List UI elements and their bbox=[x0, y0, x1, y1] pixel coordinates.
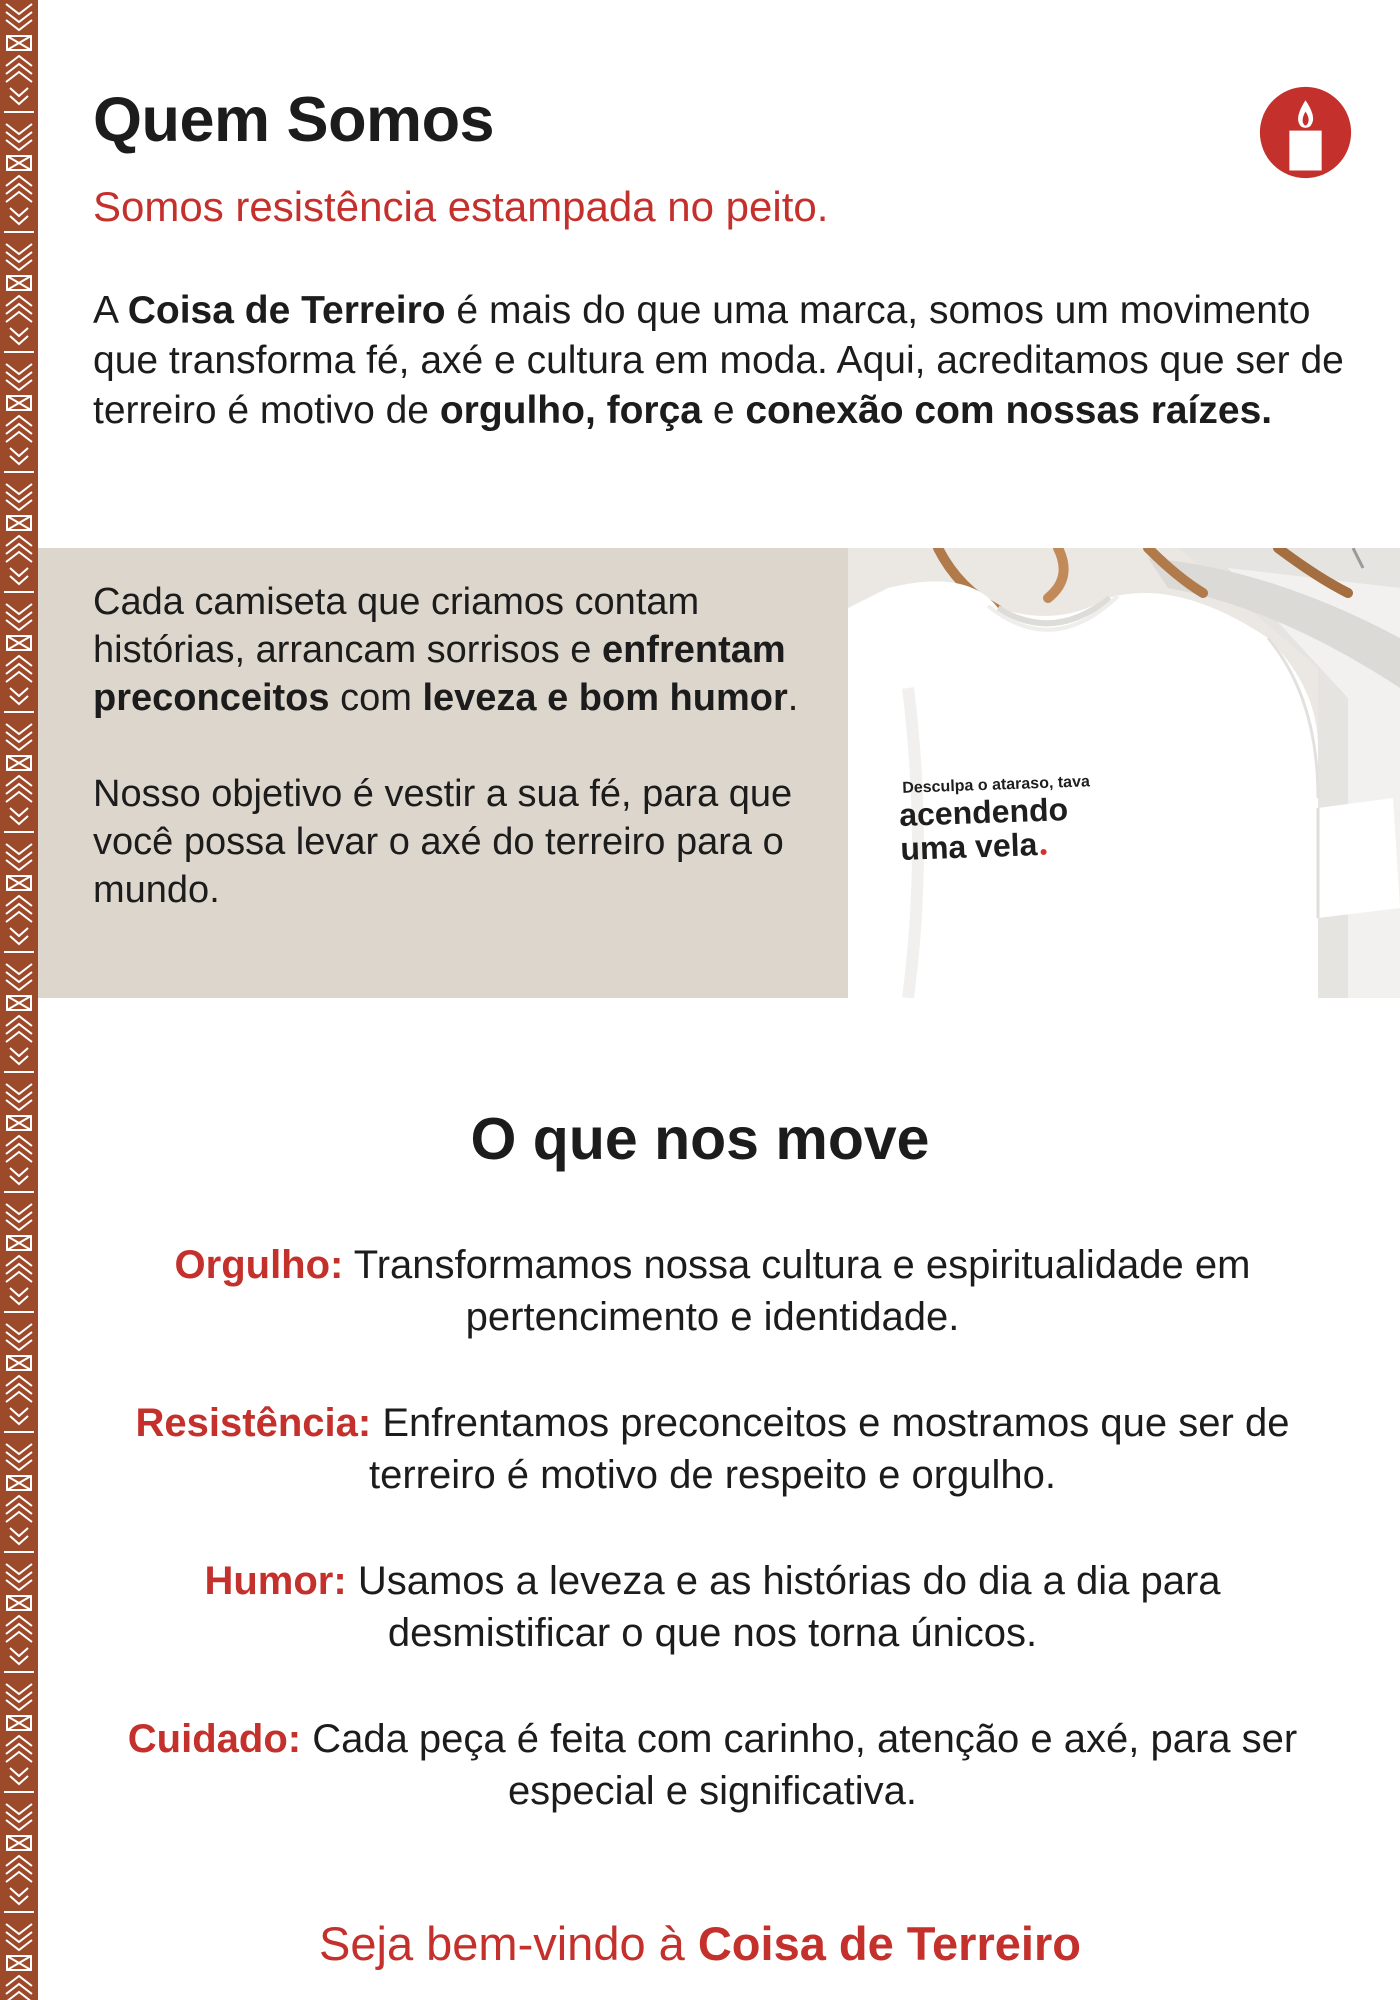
print-dot-icon bbox=[1040, 849, 1046, 855]
intro-paragraph: A Coisa de Terreiro é mais do que uma marca, somos um movimento que transforma fé, axé e cultura em moda. Aqui, acreditamos que ser de terreiro é motivo de orgulho, força e conexão com nossas raízes. bbox=[93, 289, 1344, 432]
decorative-border-pattern bbox=[0, 0, 38, 2000]
page-title: Quem Somos bbox=[93, 85, 495, 155]
band-paragraph-1: Cada camiseta que criamos contam histórias, arrancam sorrisos e enfrentam preconceitos com leveza e bom humor. bbox=[93, 581, 799, 719]
band-paragraph-2: Nosso objetivo é vestir a sua fé, para que você possa levar o axé do terreiro para o mundo. bbox=[93, 773, 793, 911]
value-item: Orgulho: Transformamos nossa cultura e espiritualidade em pertencimento e identidade. bbox=[174, 1243, 1251, 1339]
print-line-2: uma vela bbox=[900, 824, 1131, 866]
values-list bbox=[95, 1239, 1330, 1871]
print-small-text: Desculpa o ataraso, tava bbox=[901, 773, 1091, 797]
page-subtitle: Somos resistência estampada no peito. bbox=[93, 183, 829, 230]
tshirt-print bbox=[898, 772, 1131, 866]
print-line-1: acendendo bbox=[898, 791, 1069, 833]
welcome-line: Seja bem-vindo à Coisa de Terreiro bbox=[319, 1917, 1081, 1970]
candle-flame-icon bbox=[1258, 85, 1353, 180]
brand-name: Coisa de Terreiro bbox=[127, 289, 446, 332]
section-title: O que nos move bbox=[470, 1106, 930, 1172]
value-item: Humor: Usamos a leveza e as histórias do dia a dia para desmistificar o que nos torna únicos. bbox=[204, 1559, 1221, 1655]
value-item: Resistência: Enfrentamos preconceitos e mostramos que ser de terreiro é motivo de respeito e orgulho. bbox=[135, 1401, 1290, 1497]
value-item: Cuidado: Cada peça é feita com carinho, atenção e axé, para ser especial e significativa. bbox=[127, 1717, 1298, 1813]
brand-name: Coisa de Terreiro bbox=[697, 1917, 1081, 1970]
band-text bbox=[93, 578, 833, 914]
tshirt-photo bbox=[848, 548, 1400, 998]
